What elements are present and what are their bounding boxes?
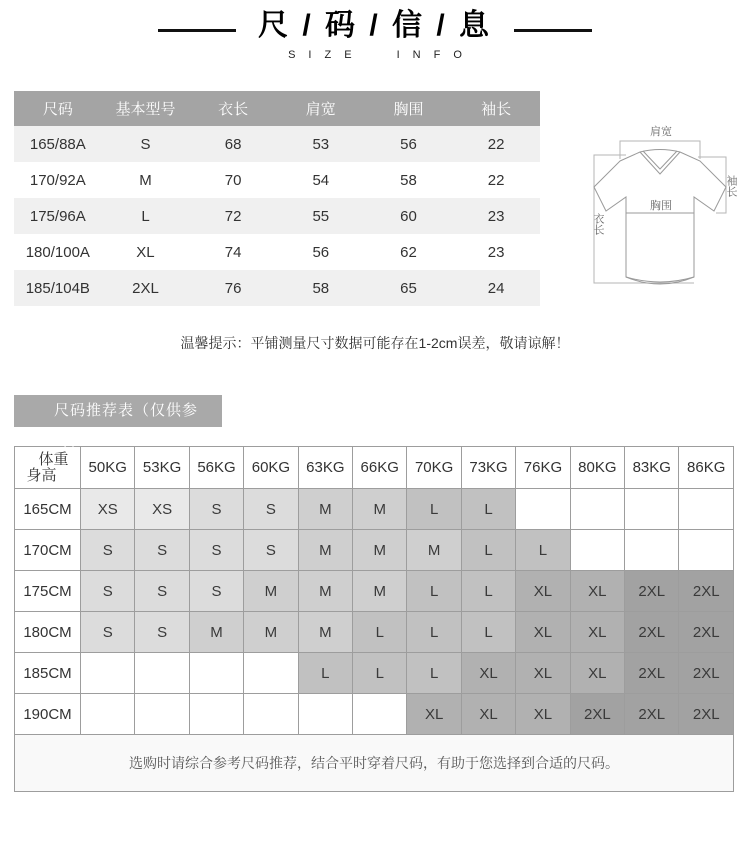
recommended-size-cell: 2XL [625, 694, 679, 735]
size-table-cell: 165/88A [29, 135, 86, 153]
weight-column-header: 66KG [353, 447, 407, 489]
empty-size-cell [189, 653, 243, 694]
empty-size-cell [679, 530, 734, 571]
recommended-size-cell: XL [461, 653, 515, 694]
title-rule-left [158, 29, 236, 32]
recommended-size-cell: 2XL [679, 571, 734, 612]
size-table-cell: S [140, 135, 151, 153]
size-table-cell: 170/92A [29, 171, 86, 189]
size-table-column-header: 衣长 [189, 91, 277, 126]
weight-column-header: 56KG [189, 447, 243, 489]
recommended-size-cell: S [135, 612, 189, 653]
recommended-size-cell: XL [570, 612, 624, 653]
weight-column-header: 80KG [570, 447, 624, 489]
height-row-label: 185CM [15, 653, 81, 694]
title-center [258, 6, 492, 61]
rec-table-header-row [15, 447, 734, 489]
page-subtitle: SIZE INFO [288, 49, 475, 61]
corner-height-label: 身高 [26, 466, 57, 484]
empty-size-cell [244, 694, 298, 735]
empty-size-cell [244, 653, 298, 694]
size-table-column-header: 肩宽 [277, 91, 365, 126]
recommendation-section-title: 尺码推荐表（仅供参考） [14, 395, 222, 427]
height-row-label: 180CM [15, 612, 81, 653]
recommended-size-cell: S [244, 530, 298, 571]
recommended-size-cell: 2XL [570, 694, 624, 735]
size-table-cell: 175/96A [29, 207, 86, 225]
size-table-cell: 56 [312, 243, 330, 261]
size-table-cell: 2XL [132, 279, 159, 297]
size-table-row [14, 126, 540, 162]
size-table-cell: 22 [487, 135, 505, 153]
size-table-cell: 185/104B [25, 279, 90, 297]
recommended-size-cell: S [244, 489, 298, 530]
recommended-size-cell: 2XL [679, 653, 734, 694]
recommended-size-cell: 2XL [625, 653, 679, 694]
recommended-size-cell: XL [516, 571, 570, 612]
rec-table-row [15, 571, 734, 612]
size-table-column-header: 基本型号 [102, 91, 190, 126]
recommended-size-cell: XS [81, 489, 135, 530]
recommended-size-cell: XL [516, 612, 570, 653]
recommended-size-cell: 2XL [625, 571, 679, 612]
size-table-cell: 70 [224, 171, 242, 189]
recommended-size-cell: S [189, 489, 243, 530]
recommended-size-cell: S [189, 571, 243, 612]
size-table-cell: M [139, 171, 152, 189]
size-table-cell: 72 [224, 207, 242, 225]
size-table-column-header: 胸围 [365, 91, 453, 126]
empty-size-cell [189, 694, 243, 735]
weight-column-header: 53KG [135, 447, 189, 489]
recommended-size-cell: L [353, 653, 407, 694]
recommended-size-cell: M [353, 530, 407, 571]
recommended-size-cell: L [353, 612, 407, 653]
purchase-advice-note: 选购时请综合参考尺码推荐，结合平时穿着尺码，有助于您选择到合适的尺码。 [15, 735, 734, 792]
recommended-size-cell: M [407, 530, 461, 571]
size-table-cell: XL [136, 243, 155, 261]
recommended-size-cell: L [516, 530, 570, 571]
measurement-tip: 温馨提示：平铺测量尺寸数据可能存在1-2cm误差，敬请谅解！ [180, 335, 570, 351]
page-title: 尺 / 码 / 信 / 息 [257, 9, 492, 42]
size-table-cell: 24 [487, 279, 505, 297]
size-table-cell: 23 [487, 207, 505, 225]
empty-size-cell [570, 530, 624, 571]
empty-size-cell [135, 653, 189, 694]
size-table-cell: 58 [312, 279, 330, 297]
size-table-column-header: 袖长 [452, 91, 540, 126]
weight-column-header: 50KG [81, 447, 135, 489]
recommended-size-cell: XS [135, 489, 189, 530]
weight-column-header: 76KG [516, 447, 570, 489]
empty-size-cell [625, 530, 679, 571]
recommended-size-cell: 2XL [679, 612, 734, 653]
recommended-size-cell: XL [461, 694, 515, 735]
weight-column-header: 60KG [244, 447, 298, 489]
empty-size-cell [298, 694, 352, 735]
recommended-size-cell: 2XL [679, 694, 734, 735]
height-row-label: 165CM [15, 489, 81, 530]
recommended-size-cell: L [461, 530, 515, 571]
recommended-size-cell: S [135, 530, 189, 571]
recommended-size-cell: M [298, 571, 352, 612]
recommended-size-cell: M [189, 612, 243, 653]
size-table-row [14, 162, 540, 198]
size-table-cell: 58 [400, 171, 417, 189]
recommended-size-cell: M [353, 571, 407, 612]
weight-column-header: 73KG [461, 447, 515, 489]
recommended-size-cell: L [298, 653, 352, 694]
recommended-size-cell: L [407, 612, 461, 653]
size-table-header-row [14, 91, 540, 126]
recommended-size-cell: L [461, 489, 515, 530]
recommended-size-cell: M [298, 530, 352, 571]
shoulder-width-label: 肩宽 [650, 126, 672, 138]
height-row-label: 170CM [15, 530, 81, 571]
height-row-label: 175CM [15, 571, 81, 612]
tshirt-measurement-diagram [574, 117, 746, 306]
rec-table-row [15, 489, 734, 530]
size-table-cell: 76 [224, 279, 242, 297]
size-table-section [14, 91, 750, 306]
size-measurement-table [14, 91, 540, 306]
size-table-cell: 53 [312, 135, 330, 153]
recommended-size-cell: XL [570, 571, 624, 612]
empty-size-cell [570, 489, 624, 530]
empty-size-cell [625, 489, 679, 530]
page-header [0, 0, 750, 61]
recommended-size-cell: L [407, 571, 461, 612]
size-table-cell: 65 [400, 279, 417, 297]
size-table-row [14, 198, 540, 234]
recommended-size-cell: S [81, 530, 135, 571]
weight-column-header: 83KG [625, 447, 679, 489]
size-table-column-header: 尺码 [14, 91, 102, 126]
empty-size-cell [135, 694, 189, 735]
size-table-cell: 56 [400, 135, 417, 153]
garment-length-label: 衣长 [592, 213, 604, 235]
size-table-cell: L [141, 207, 150, 225]
rec-table-row [15, 653, 734, 694]
recommended-size-cell: S [189, 530, 243, 571]
size-table-row [14, 270, 540, 306]
rec-table-row [15, 694, 734, 735]
recommended-size-cell: M [244, 571, 298, 612]
size-table-cell: 54 [312, 171, 330, 189]
rec-table-footer-row [15, 735, 734, 792]
recommended-size-cell: M [353, 489, 407, 530]
size-table-cell: 62 [400, 243, 417, 261]
empty-size-cell [81, 694, 135, 735]
rec-table-body [15, 489, 734, 735]
recommended-size-cell: S [135, 571, 189, 612]
size-table-cell: 180/100A [25, 243, 90, 261]
size-table-cell: 68 [224, 135, 242, 153]
chest-label: 胸围 [650, 200, 672, 212]
size-recommendation-table [14, 446, 734, 792]
recommended-size-cell: L [407, 489, 461, 530]
recommended-size-cell: XL [516, 694, 570, 735]
height-row-label: 190CM [15, 694, 81, 735]
recommended-size-cell: M [298, 612, 352, 653]
recommended-size-cell: S [81, 612, 135, 653]
rec-table-row [15, 530, 734, 571]
empty-size-cell [516, 489, 570, 530]
title-rule-right [514, 29, 592, 32]
size-table-cell: 74 [224, 243, 242, 261]
recommended-size-cell: XL [516, 653, 570, 694]
weight-column-header: 86KG [679, 447, 734, 489]
size-table-body [14, 126, 540, 306]
recommended-size-cell: XL [570, 653, 624, 694]
weight-column-header: 70KG [407, 447, 461, 489]
size-table-cell: 60 [400, 207, 417, 225]
recommended-size-cell: L [407, 653, 461, 694]
size-table-cell: 22 [487, 171, 505, 189]
corner-weight-label: 体重 [38, 450, 69, 468]
empty-size-cell [353, 694, 407, 735]
size-table-row [14, 234, 540, 270]
recommended-size-cell: L [461, 612, 515, 653]
sleeve-length-label: 袖长 [725, 175, 737, 197]
size-table-cell: 23 [487, 243, 505, 261]
recommended-size-cell: M [244, 612, 298, 653]
recommended-size-cell: 2XL [625, 612, 679, 653]
weight-column-header: 63KG [298, 447, 352, 489]
recommended-size-cell: L [461, 571, 515, 612]
recommended-size-cell: S [81, 571, 135, 612]
empty-size-cell [81, 653, 135, 694]
empty-size-cell [679, 489, 734, 530]
rec-table-row [15, 612, 734, 653]
recommended-size-cell: M [298, 489, 352, 530]
size-table-cell: 55 [312, 207, 330, 225]
recommended-size-cell: XL [407, 694, 461, 735]
